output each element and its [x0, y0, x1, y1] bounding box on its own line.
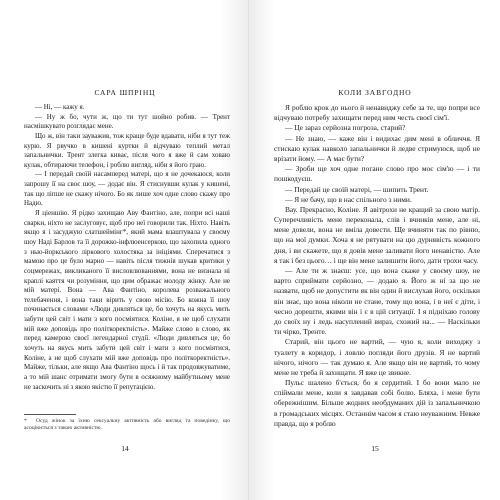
paragraph: — Не знаю, — каже він і видихає дим мені в обличчя. Я стискаю кулак навколо запальнички й ледве стримуюся, щоб не врізати йому. — А має бути? [274, 133, 480, 163]
paragraph: Я ціеншію. Я рідко захищаю Аву Фантіно, але, попри всі наші сварки, ніхто не заслуговує, щоб про неї говорили так. Ніхто. Навіть якщо я і засуджую слатшеймінг*, який мама влаштувала у своєму шоу Наді Барлов та її дорожко-інфлюенсеркою, що захопила одного з нью-йоркського ліркового холостяка за ініціями. Сперечатися з мамою про це було марно — навіть після тижнів шукав критики у соцмережах, викликаного її висловлюваннями, вона не визнала ні краплі каяття чи розуміння, що цим ображає молоду жінку. Але не мій матері. Вона — Ава Фантіно, королева розважального телебачення, і вона таки вірить у свою місію. Бо кожна її шоу починається словами «Люди дивляться це, бо хочуть на якусь мить забути цей світ і мати з кого посміятися. Коліне, я не щоб слухати мій вже доповідь про політкоректність». Майже слово в слово, як перед камерою своєї легендарної студії. «Люди дивляться це, бо хочуть на якусь мить забути цей світ і мати з кого посміятися, Коліне, а не щоб слухати мій вже доповідь про політкоректність». Майже, тільки, але якщо Ава Фантіно щось і й так продовжуватиме, а то мій шанс отримати змогу бути в осяжному майбутньому мене не заскочить ні з якою якістю її репутацією. [24, 209, 230, 391]
paragraph: Я роблю крок до нього й ненавиджу себе за те, що попри все відчуваю потребу захищати перед ним честь своєї сім'ї. [274, 103, 480, 123]
right-page [250, 0, 500, 500]
paragraph: — Ну ж бо, чути ж, що ти тут шойно робив. — Трент насмішкувато розглядає мене. [24, 112, 230, 131]
paragraph: Старий, він цього не вартий, — чую я, коли виходжу з туалету в коридор, і ловлю погляди його друзів. Я не вартий нічого, нічого — так думаю я. Але якщо він не вартий, то чому мене не треба й захищати. Я вже це звикне. [274, 337, 480, 377]
paragraph: — Зроби ще хоч одне погане слово про моє сім'ю — і ти пошкодуєш. [274, 164, 480, 184]
footnote-mark: * [24, 418, 27, 424]
paragraph: — Я не бачу, що в нас спільного з ними. [285, 194, 412, 204]
footnote-divider [24, 414, 76, 415]
page-number-left: 14 [121, 444, 129, 453]
paragraph: — Але ти ж знаєш: усе, що вона скаже у своєму шоу, не варто сприймати серйозно, — додаю я. Його ж ні за що не назвати, щоб не допустити як він один й вислухав його, оскільки він знає, що вона ніколи не стане, тому що вона, і в неї є діти, і чесно дорешти, якими він і є в цій ситуації. І я підніхаю голову до своїх ну і ледь насуплений вираз, схожий на... — Наскільки ти чірко, Тренте. [274, 266, 480, 337]
right-body-text [274, 103, 480, 429]
running-header-left: САРА ШПРІНЦ [94, 88, 156, 97]
left-body-text [24, 103, 230, 392]
paragraph: Пульс шалено б'ється, бо я сердитий. І бо вони мало не спіймали мене, коли я завдавав собі болю. Бляха, і мене бути обережнішим. Більше жодних необдуманих дій із запальничкою в громадських місцях. Останнім часом я стаю неуважним. Невже правда, що я роблю [274, 378, 480, 428]
page-number-right: 15 [371, 444, 379, 453]
paragraph: Що ж, він таки зауважив, тож краще буде вдавати, ніби я тут теж курю. Я рвучко в кишені куртки й відчуваю теплий метал запальнички. Трент злегка киває, після чого я вже й сам ховаю кулак, обтираючи телефон, і роблю вигляд, ніби я його граю. [24, 131, 230, 169]
running-header-right: КОЛИ ЗАВГОДНО [338, 88, 412, 97]
paragraph: — Це зараз серйозна погроза, старий? [285, 123, 406, 133]
paragraph: — Ні, — кажу я. [35, 103, 85, 111]
paragraph: Вау. Прекрасно, Коліне. Я авітрохи не кращий за свою матір. Суперечливість мене переконала, слів і вчинків мене, але ні, мене довели, вона не вміла довести. Ще вчиняти так по рівню, що на мої думки. Хоча я не рятувати на цю дурнявість кожного дня, і ви скажете, що я довів мене заливати його ненавістю. Але я так і без цього… і ще він мене залишити його, дати трохи часу. [274, 204, 480, 265]
paragraph: — Передай це своїй матері, — шипить Трент. [285, 184, 429, 194]
footnote-text: Осуд жінок за їхню сексуальну активність або вигляд та поведінку, що асоціюється з такою активністю. [24, 418, 230, 431]
footnote [24, 418, 230, 432]
paragraph: — І передай своїй насамперед матері, що я не дочекаюся, коли запрошу її на своє шоу, — додає він. Я стиснувши кулак у кишені, так що ліпше не скажу нічого. Бо як лише хоч одне слово скажу про Надю. [24, 170, 230, 208]
